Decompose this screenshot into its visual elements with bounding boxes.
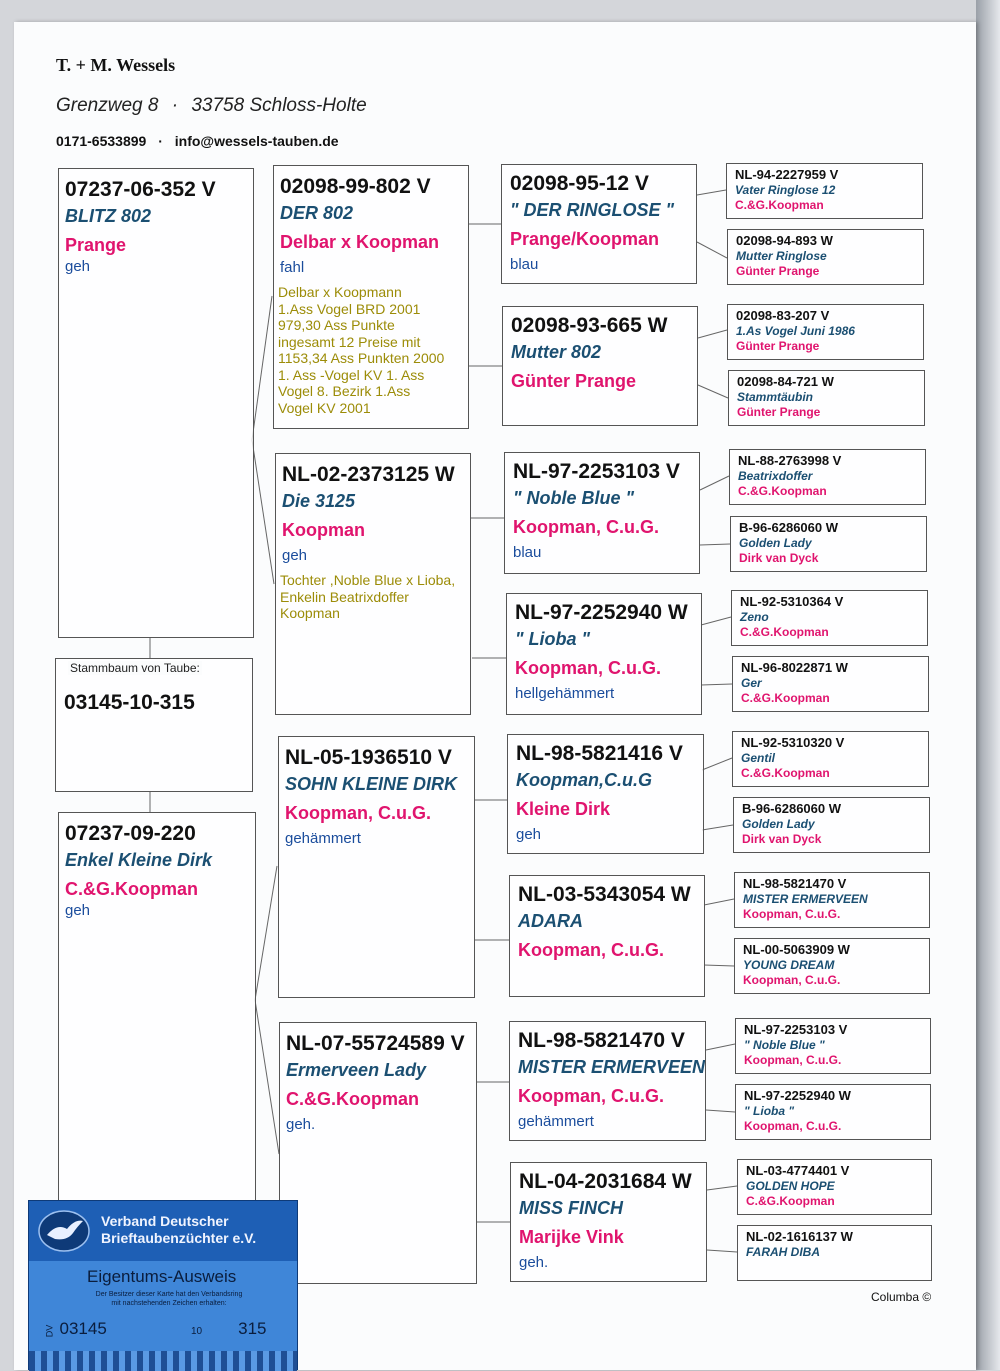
ancestor-name: " Lioba " (744, 1104, 795, 1118)
ancestor-card-g4 (732, 731, 929, 787)
ownership-card (28, 1200, 298, 1370)
ancestor-card-g3 (506, 593, 702, 715)
ancestor-color: blau (513, 544, 542, 561)
ancestor-card-g4 (731, 590, 928, 646)
ancestor-breeder: Koopman, C.u.G. (515, 658, 661, 678)
ancestor-name: ADARA (518, 911, 583, 931)
ancestor-color: geh (516, 826, 542, 843)
ancestor-card-g4 (732, 656, 929, 712)
contact-separator: · (158, 133, 163, 149)
ancestor-ring: NL-02-1616137 W (746, 1229, 853, 1244)
ancestor-name: Stammtäubin (737, 390, 814, 404)
ancestor-breeder: Dirk van Dyck (742, 832, 822, 846)
ancestor-card-g4 (726, 163, 923, 219)
ancestor-breeder: Günter Prange (511, 371, 637, 391)
breeder-email[interactable]: info@wessels-tauben.de (174, 133, 339, 149)
ancestor-breeder: Koopman, C.u.G. (513, 517, 659, 537)
ancestor-name: MISS FINCH (519, 1198, 624, 1218)
dam-dam-name: Ermerveen Lady (286, 1060, 427, 1080)
dam-sire-ring: NL-05-1936510 V (285, 746, 452, 769)
sire-sire-ring: 02098-99-802 V (280, 175, 431, 198)
ancestor-name: FARAH DIBA (746, 1245, 820, 1259)
ancestor-breeder: Koopman, C.u.G. (744, 1119, 842, 1133)
ancestor-breeder: C.&G.Koopman (746, 1194, 835, 1208)
dam-dam-breeder: C.&G.Koopman (286, 1089, 419, 1109)
ancestor-card-g3 (509, 875, 705, 997)
ancestor-breeder: Koopman, C.u.G. (518, 940, 664, 960)
sire-dam-color: geh (282, 547, 308, 564)
ancestor-card-g3 (510, 1162, 707, 1282)
ancestor-name: Mutter 802 (511, 342, 602, 362)
sire-dam-card (275, 453, 471, 715)
ancestor-breeder: Kleine Dirk (516, 799, 611, 819)
ancestor-ring: NL-88-2763998 V (738, 453, 842, 468)
ancestor-card-g4 (727, 229, 924, 285)
dam-sire-card (278, 736, 475, 998)
ancestor-name: Beatrixdoffer (738, 469, 813, 483)
ancestor-card-g4 (734, 872, 930, 928)
ancestor-breeder: Günter Prange (736, 339, 820, 353)
ancestor-breeder: Koopman, C.u.G. (743, 907, 841, 921)
ancestor-ring: NL-98-5821470 V (743, 876, 847, 891)
ancestor-ring: NL-97-2252940 W (515, 601, 688, 624)
ancestor-breeder: Günter Prange (737, 405, 821, 419)
card-club-number: 03145 (59, 1319, 107, 1338)
card-dv-label: DV (44, 1324, 55, 1338)
ancestor-breeder: C.&G.Koopman (735, 198, 824, 212)
ancestor-ring: NL-97-2253103 V (513, 460, 680, 483)
ancestor-name: Gentil (741, 751, 776, 765)
ancestor-name: Golden Lady (742, 817, 815, 831)
dam-sire-color: gehämmert (285, 830, 361, 847)
card-pattern (29, 1351, 297, 1371)
ancestor-ring: 02098-84-721 W (737, 374, 834, 389)
ancestor-card-g3 (501, 164, 697, 284)
ancestor-name: " Lioba " (515, 629, 591, 649)
ancestor-ring: 02098-95-12 V (510, 172, 649, 195)
dam-sire-breeder: Koopman, C.u.G. (285, 803, 431, 823)
ancestor-card-g4 (735, 1084, 931, 1140)
ancestor-ring: NL-94-2227959 V (735, 167, 839, 182)
subject-label: Stammbaum von Taube: (70, 661, 200, 675)
sire-dam-note: Tochter ,Noble Blue x Lioba, Enkelin Beatrixdoffer Koopman (280, 572, 456, 621)
breeder-city: 33758 Schloss-Holte (191, 95, 367, 116)
ancestor-name: " Noble Blue " (513, 488, 635, 508)
ancestor-breeder: Marijke Vink (519, 1227, 624, 1247)
dam-sire-name: SOHN KLEINE DIRK (285, 774, 458, 794)
ancestor-card-g4 (729, 449, 926, 505)
ancestor-card-g3 (502, 306, 698, 426)
ancestor-name: Zeno (740, 610, 769, 624)
ancestor-name: MISTER ERMERVEEN (518, 1057, 706, 1077)
ancestor-ring: NL-04-2031684 W (519, 1170, 692, 1193)
breeder-address (56, 95, 367, 117)
ancestor-breeder: Dirk van Dyck (739, 551, 819, 565)
ancestor-breeder: Günter Prange (736, 264, 820, 278)
ancestor-card-g4 (730, 516, 927, 572)
ancestor-breeder: C.&G.Koopman (740, 625, 829, 639)
ancestor-name: Golden Lady (739, 536, 812, 550)
ancestor-ring: 02098-83-207 V (736, 308, 830, 323)
ancestor-color: blau (510, 256, 539, 273)
ancestor-ring: NL-03-4774401 V (746, 1163, 850, 1178)
ancestor-ring: NL-00-5063909 W (743, 942, 850, 957)
sire-sire-name: DER 802 (280, 203, 354, 223)
sire-dam-ring: NL-02-2373125 W (282, 463, 455, 486)
ancestor-card-g4 (733, 797, 930, 853)
ancestor-breeder: Prange/Koopman (510, 229, 660, 249)
sire-color: geh (65, 258, 91, 275)
ancestor-name: Ger (741, 676, 762, 690)
ancestor-ring: B-96-6286060 W (739, 520, 838, 535)
ancestor-name: " Noble Blue " (744, 1038, 825, 1052)
sire-sire-color: fahl (280, 259, 305, 276)
ancestor-ring: NL-98-5821470 V (518, 1029, 685, 1052)
pigeon-emblem-icon (37, 1209, 91, 1253)
card-fine-print: Der Besitzer dieser Karte hat den Verbandsring mit nachstehenden Zeichen erhalten: (95, 1291, 243, 1307)
breeder-street: Grenzweg 8 (56, 95, 159, 116)
ancestor-ring: NL-96-8022871 W (741, 660, 848, 675)
ancestor-name: Vater Ringlose 12 (735, 183, 836, 197)
sire-sire-breeder: Delbar x Koopman (280, 232, 440, 252)
ancestor-card-g3 (509, 1021, 706, 1141)
dam-breeder: C.&G.Koopman (65, 879, 198, 899)
ancestor-color: gehämmert (518, 1113, 594, 1130)
ancestor-card-g3 (507, 734, 704, 854)
ancestor-name: GOLDEN HOPE (746, 1179, 835, 1193)
ancestor-breeder: Koopman, C.u.G. (744, 1053, 842, 1067)
ancestor-name: YOUNG DREAM (743, 958, 835, 972)
ancestor-card-g4 (737, 1225, 932, 1281)
dam-dam-color: geh. (286, 1116, 316, 1133)
ancestor-name: MISTER ERMERVEEN (743, 892, 868, 906)
subject-ring: 03145-10-315 (64, 691, 195, 714)
dam-dam-card (279, 1022, 477, 1284)
ancestor-ring: NL-97-2252940 W (744, 1088, 851, 1103)
sire-ring: 07237-06-352 V (65, 178, 216, 201)
ancestor-ring: NL-92-5310364 V (740, 594, 844, 609)
ancestor-breeder: Koopman, C.u.G. (518, 1086, 664, 1106)
ancestor-ring: NL-92-5310320 V (741, 735, 845, 750)
sire-dam-name: Die 3125 (282, 491, 356, 511)
ancestor-card-g4 (728, 370, 925, 426)
sire-breeder: Prange (65, 235, 127, 255)
ancestor-breeder: C.&G.Koopman (741, 691, 830, 705)
card-ring-number (191, 1319, 267, 1339)
ancestor-card-g4 (737, 1159, 932, 1215)
ancestor-color: hellgehämmert (515, 685, 615, 702)
card-ring-serial: 315 (238, 1319, 267, 1338)
sire-card (58, 168, 254, 638)
ancestor-breeder: C.&G.Koopman (741, 766, 830, 780)
sire-sire-card (273, 165, 469, 429)
ancestor-ring: 02098-93-665 W (511, 314, 668, 337)
ancestor-name: Koopman,C.u.G (516, 770, 652, 790)
ancestor-name: " DER RINGLOSE " (510, 200, 675, 220)
card-title: Eigentums-Ausweis (87, 1267, 237, 1286)
dam-color: geh (65, 902, 91, 919)
ancestor-ring: 02098-94-893 W (736, 233, 833, 248)
ancestor-card-g4 (727, 304, 924, 360)
ancestor-color: geh. (519, 1254, 549, 1271)
ancestor-name: Mutter Ringlose (736, 249, 827, 263)
copyright-label: Columba © (871, 1290, 932, 1304)
subject-card (55, 658, 253, 792)
ancestor-ring: NL-98-5821416 V (516, 742, 683, 765)
ancestor-card-g4 (734, 938, 930, 994)
dam-dam-ring: NL-07-55724589 V (286, 1032, 465, 1055)
breeder-contact (56, 133, 339, 149)
ancestor-breeder: Koopman, C.u.G. (743, 973, 841, 987)
ancestor-ring: NL-97-2253103 V (744, 1022, 848, 1037)
ancestor-breeder: C.&G.Koopman (738, 484, 827, 498)
ancestor-name: 1.As Vogel Juni 1986 (736, 324, 855, 338)
breeder-name: T. + M. Wessels (56, 55, 176, 75)
dam-ring: 07237-09-220 (65, 822, 196, 845)
ancestor-card-g3 (504, 452, 700, 574)
sire-sire-performance-note: Delbar x Koopmann 1.Ass Vogel BRD 2001 979,30 Ass Punkte ingesamt 12 Preise mit 1153,34 Ass Punkten 2000 1. Ass -Vogel KV 1. Ass Vogel 8. Bezirk 1.Ass Vogel KV 2001 (278, 284, 445, 416)
dam-name: Enkel Kleine Dirk (65, 850, 213, 870)
ancestor-ring: NL-03-5343054 W (518, 883, 691, 906)
address-separator: · (171, 95, 179, 116)
card-ring-year: 10 (191, 1326, 203, 1337)
ancestor-card-g4 (735, 1018, 931, 1074)
card-organization: Verband Deutscher Brieftaubenzüchter e.V. (101, 1213, 257, 1246)
card-club-code (43, 1319, 107, 1339)
breeder-phone: 0171-6533899 (56, 133, 147, 149)
ancestor-ring: B-96-6286060 W (742, 801, 841, 816)
sire-name: BLITZ 802 (65, 206, 152, 226)
sire-dam-breeder: Koopman (282, 520, 365, 540)
